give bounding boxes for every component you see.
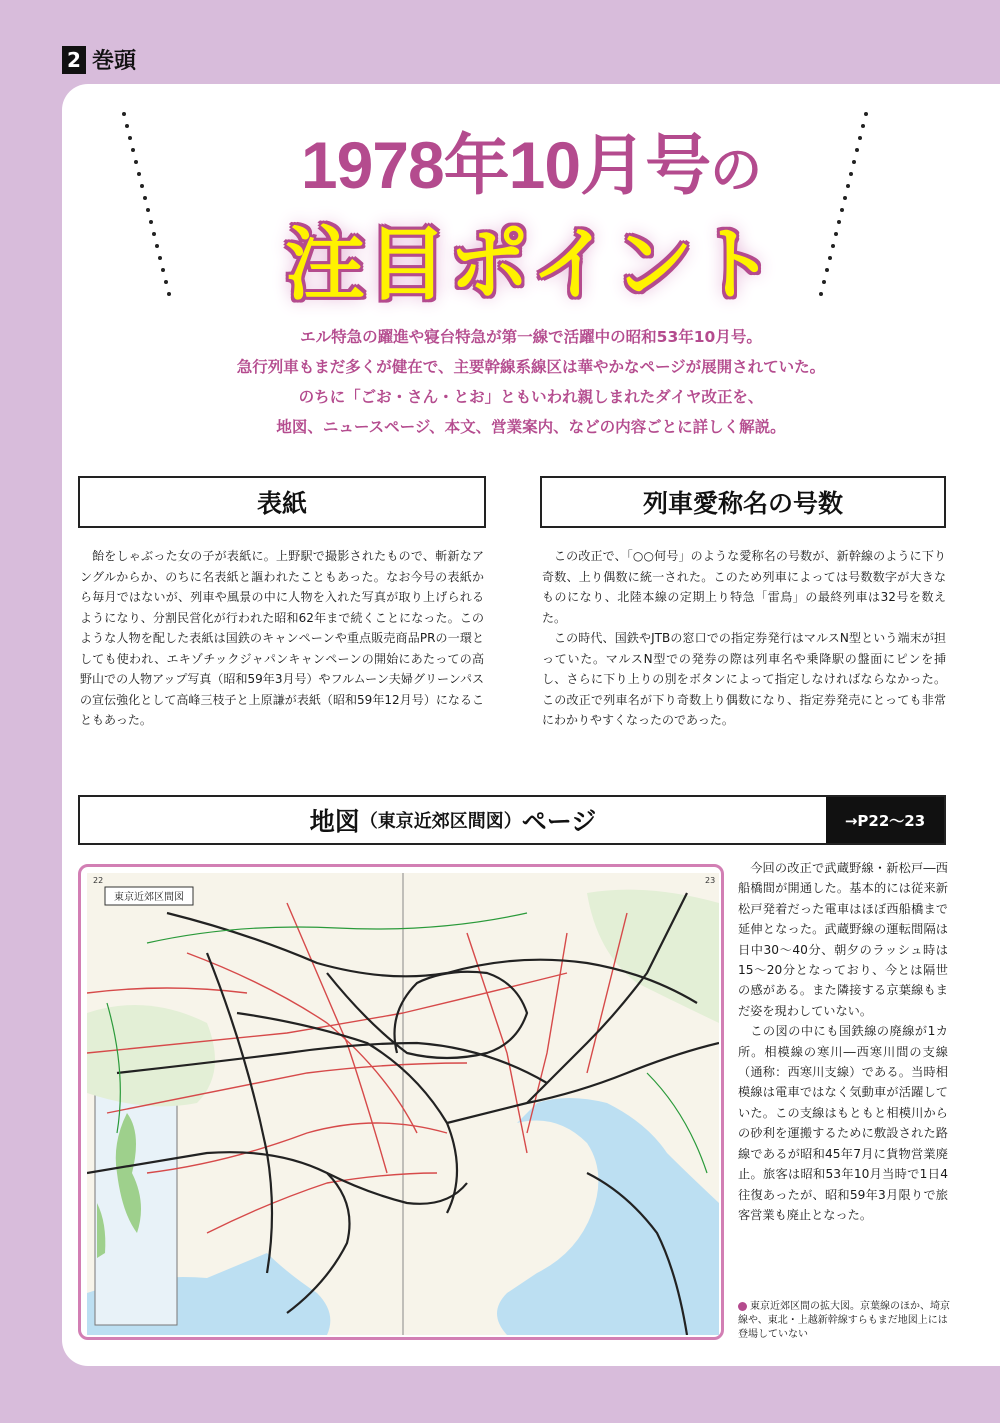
page-reference: →P22～23 <box>826 797 944 843</box>
paragraph: 今回の改正で武蔵野線・新松戸―西船橋間が開通した。基本的には従来新松戸発着だった電車はほぼ西船橋まで延伸となった。武蔵野線の運転間隔は日中30～40分、朝夕のラッシュ時は15～20分となっており、今とは隔世の感がある。また隣接する京葉線もまだ姿を現わしていない。 <box>738 861 948 1018</box>
train-names-section-heading: 列車愛称名の号数 <box>540 476 946 528</box>
title-line-1 <box>62 112 1000 207</box>
map-page-right: 23 <box>705 876 716 885</box>
page-section-tag <box>62 44 136 75</box>
route-map-image <box>87 873 719 1335</box>
cover-section-body: 飴をしゃぶった女の子が表紙に。上野駅で撮影されたもので、斬新なアングルからか、のちに名表紙と謳われたこともあった。なお今号の表紙から毎月ではないが、列車や風景の中に人物を入れた写真が取り上げられるようになり、分割民営化が行われた昭和62年まで続くことになった。このような人物を配した表紙は国鉄のキャンペーンや重点販売商品PRの一環としても使われ、エキゾチックジャパンキャンペーンの開始にあたっての高野山での人物アップ写真（昭和59年3月号）やフルムーン夫婦グリーンパスの宣伝強化として高峰三枝子と上原謙が表紙（昭和59年12月号）になることもあった。 <box>80 549 484 727</box>
map-heading-main: 地図 <box>309 807 360 836</box>
route-map-figure <box>78 864 724 1340</box>
map-label: 東京近郊区間図 <box>114 892 184 903</box>
map-caption <box>738 1300 950 1342</box>
paragraph: この時代、国鉄やJTBの窓口での指定券発行はマルスN型という端末が担っていた。マルスN型での発券の際は列車名や乗降駅の盤面にピンを挿し、さらに下り上りの別をボタンによって指定しなければならなかった。この改正で列車名が下り奇数上り偶数になり、指定券発売にとっても非常にわかりやすくなったのであった。 <box>542 631 946 727</box>
map-section-body <box>738 858 948 1225</box>
title-issue: 1978年10月号 <box>300 128 711 202</box>
lead-text <box>62 322 1000 442</box>
section-label: 巻頭 <box>92 49 137 74</box>
paragraph: この図の中にも国鉄線の廃線が1カ所。相模線の寒川―西寒川間の支線（通称：西寒川支線）である。当時相模線は電車ではなく気動車が活躍していた。この支線はもともと相模川からの砂利を運搬するために敷設された路線であるが昭和45年7月に貨物営業廃止。旅客は昭和53年10月当時で1日4往復あったが、昭和59年3月限りで旅客営業も廃止となった。 <box>738 1024 948 1222</box>
train-names-section-body <box>542 546 946 731</box>
lead-line: 急行列車もまだ多くが健在で、主要幹線系線区は華やかなページが展開されていた。 <box>236 358 826 376</box>
title-line-2: 注目ポイント <box>285 220 777 309</box>
lead-line: エル特急の躍進や寝台特急が第一線で活躍中の昭和53年10月号。 <box>300 328 762 346</box>
title-area <box>62 100 1000 320</box>
lead-line: 地図、ニュースページ、本文、営業案内、などの内容ごとに詳しく解説。 <box>276 418 786 436</box>
lead-line: のちに「ごお・さん・とお」ともいわれ親しまれたダイヤ改正を、 <box>298 388 764 406</box>
caption-text: 東京近郊区間の拡大図。京葉線のほか、埼京線や、東北・上越新幹線すらもまだ地図上には登場していない <box>738 1301 950 1340</box>
paragraph: この改正で、「○○何号」のような愛称名の号数が、新幹線のように下り奇数、上り偶数に統一された。このため列車によっては号数数字が大きなものになり、北陸本線の定期上り特急「雷鳥」の最終列車は32号を数えた。 <box>542 549 946 625</box>
cover-section-heading: 表紙 <box>78 476 486 528</box>
map-section-title <box>80 797 826 843</box>
map-heading-sub: （東京近郊区間図） <box>359 811 522 832</box>
map-heading-suffix: ページ <box>521 807 597 836</box>
map-section-heading <box>78 795 946 845</box>
caption-bullet-icon <box>738 1302 747 1311</box>
map-page-left: 22 <box>93 876 104 885</box>
section-number: 2 <box>62 46 86 74</box>
title-particle: の <box>710 142 762 200</box>
